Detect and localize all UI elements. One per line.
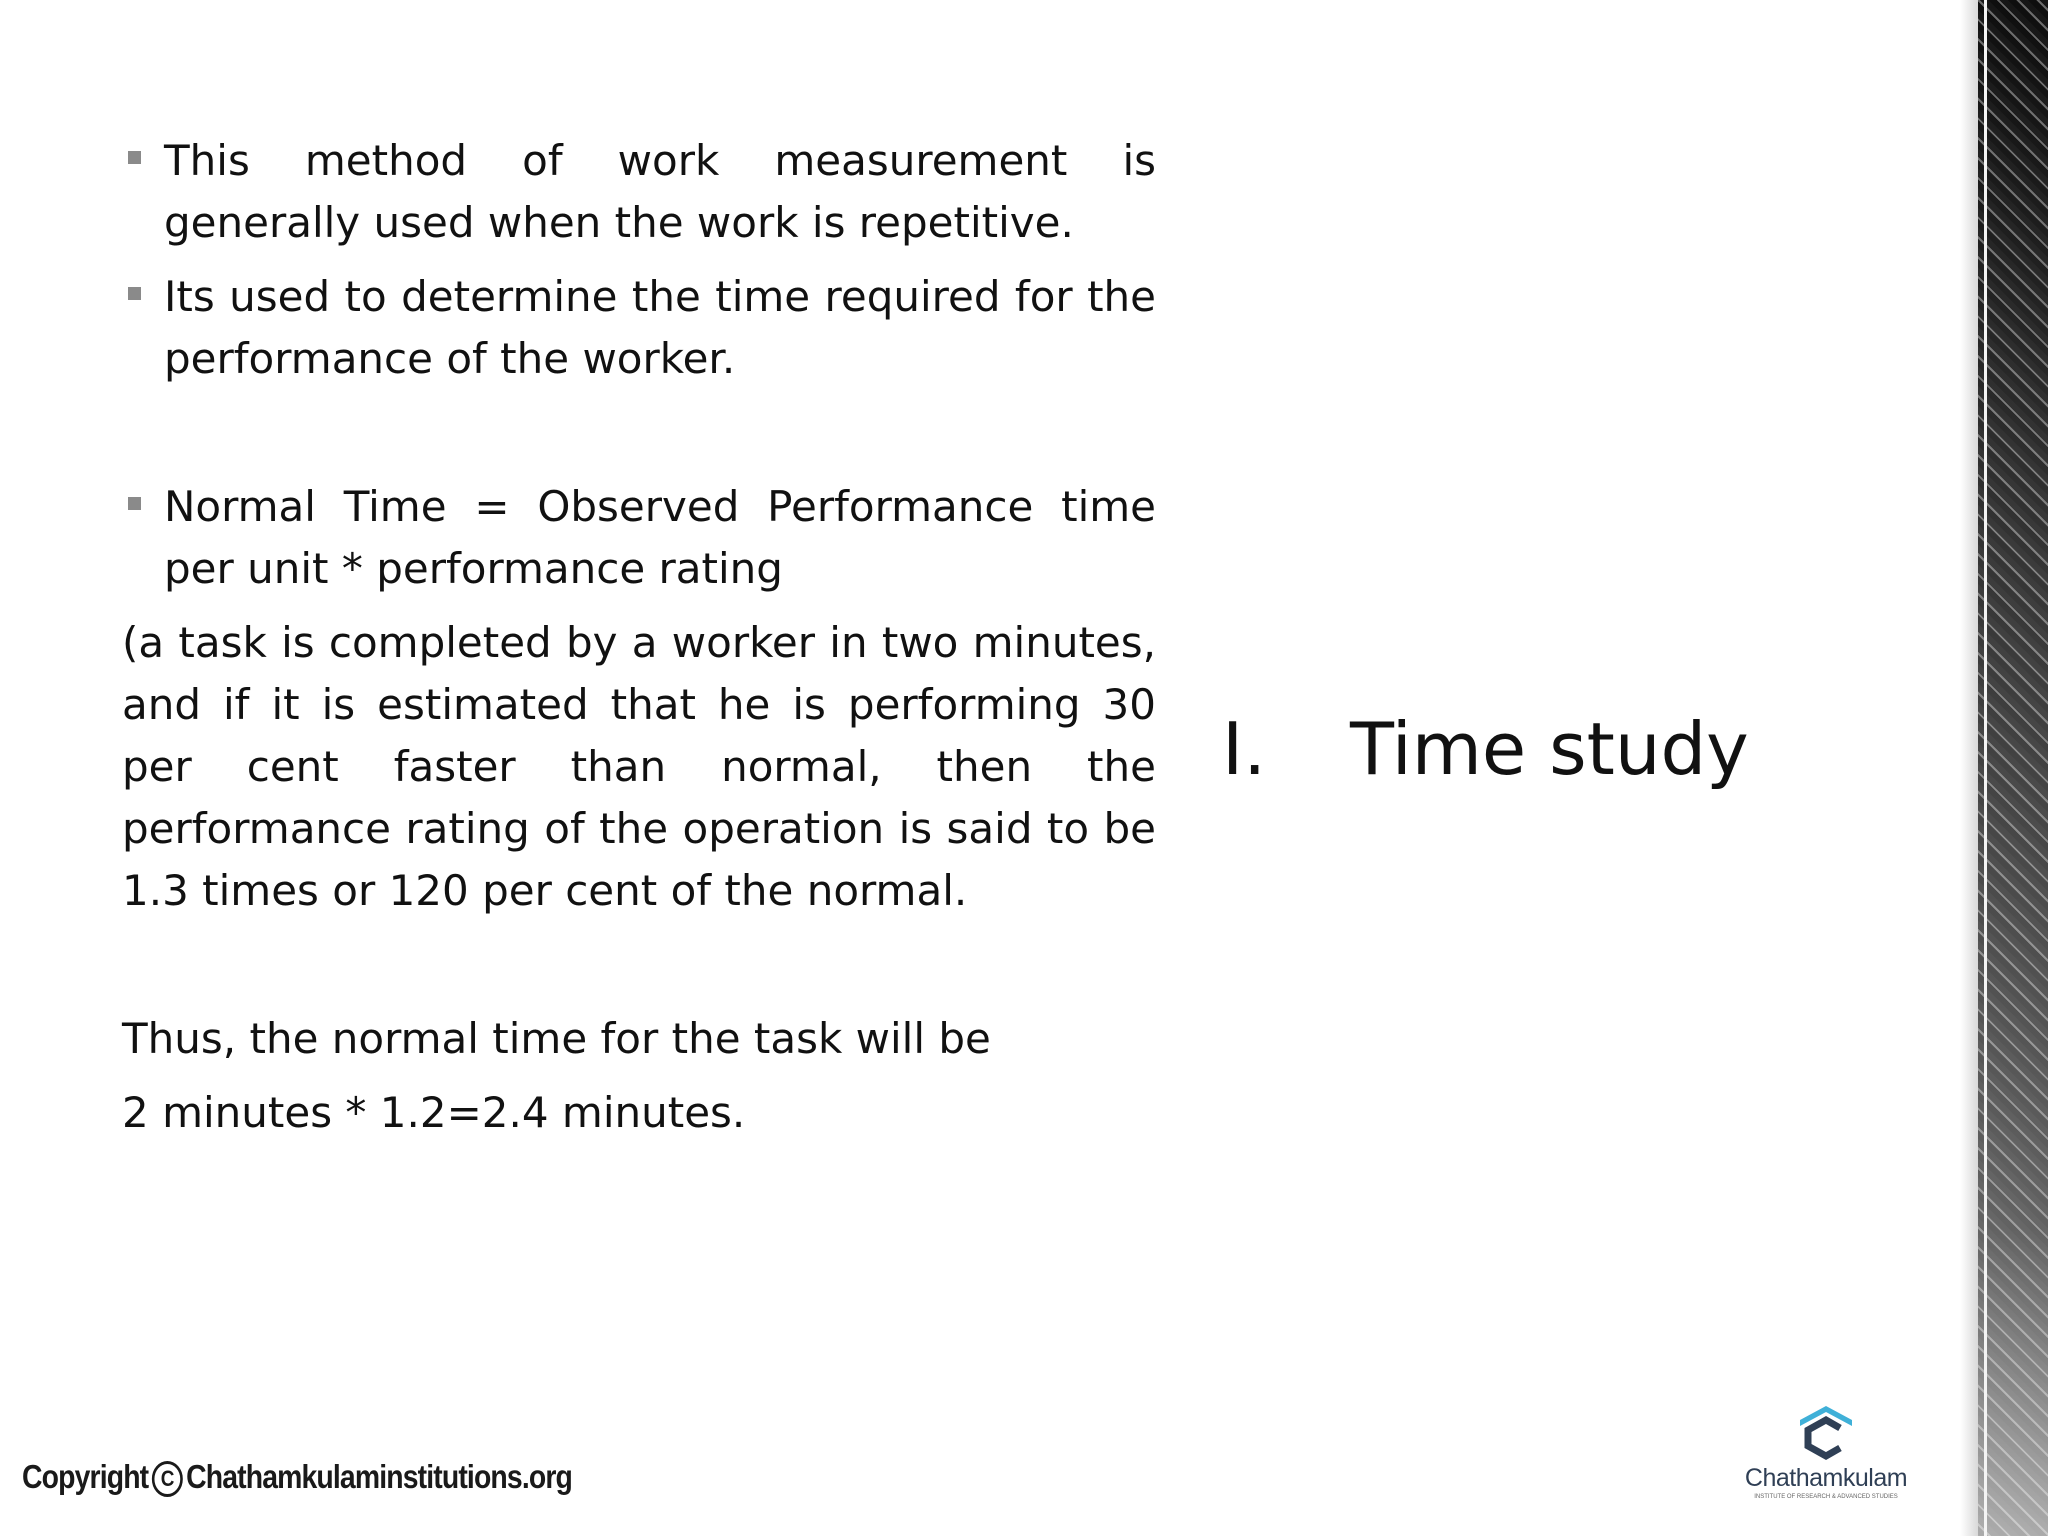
bullet-text: Its used to determine the time required for the performance of the worker. bbox=[164, 272, 1156, 383]
chathamkulam-logo bbox=[1734, 1404, 1918, 1504]
example-paragraph: (a task is completed by a worker in two minutes, and if it is estimated that he is performing 30 per cent faster than normal, then the performance rating of the operation is said to be 1.3 times or 120 per cent of the normal. bbox=[122, 618, 1156, 915]
copyright-notice bbox=[22, 1458, 572, 1497]
bullet-text: This method of work measurement is generally used when the work is repetitive. bbox=[164, 136, 1156, 247]
bullet-item bbox=[122, 130, 1156, 254]
decorative-side-stripe bbox=[1960, 0, 2048, 1536]
square-bullet-icon bbox=[128, 497, 141, 510]
square-bullet-icon bbox=[128, 287, 141, 300]
logo-name: Chathamkulam bbox=[1744, 1464, 1908, 1492]
bullet-text: Normal Time = Observed Performance time per unit * performance rating bbox=[164, 482, 1156, 593]
title-number: I. bbox=[1222, 707, 1267, 791]
logo-tagline: INSTITUTE OF RESEARCH & ADVANCED STUDIES bbox=[1754, 1494, 1898, 1500]
copyright-prefix: Copyright bbox=[22, 1458, 149, 1495]
copyright-icon: C bbox=[152, 1461, 183, 1497]
bullet-item bbox=[122, 266, 1156, 390]
logo-mark-icon bbox=[1794, 1404, 1858, 1464]
slide-body bbox=[122, 130, 1156, 1144]
conclusion-formula: 2 minutes * 1.2=2.4 minutes. bbox=[122, 1088, 746, 1137]
slide-title bbox=[1222, 704, 1749, 794]
copyright-site: Chathamkulaminstitutions.org bbox=[186, 1458, 572, 1495]
square-bullet-icon bbox=[128, 151, 141, 164]
title-text: Time study bbox=[1350, 707, 1749, 791]
conclusion-line: Thus, the normal time for the task will be bbox=[122, 1014, 991, 1063]
bullet-item bbox=[122, 476, 1156, 600]
